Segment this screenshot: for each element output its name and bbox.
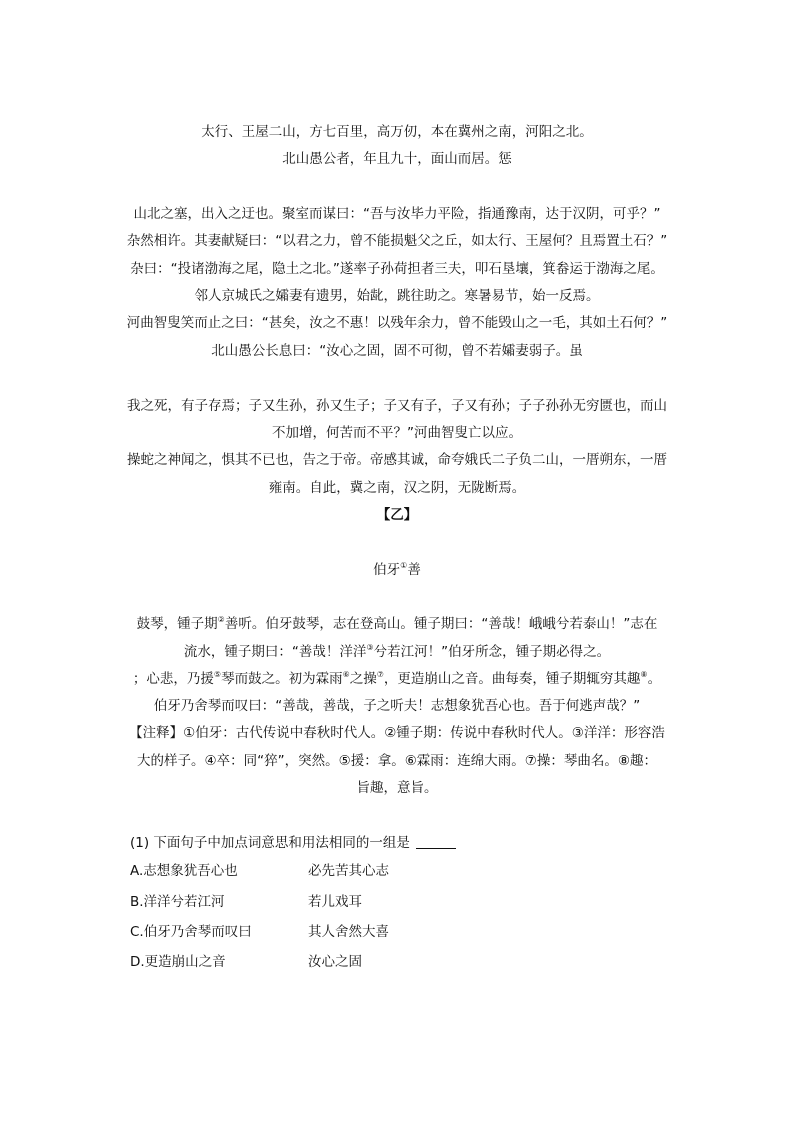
footnote-marker: ⑥ [342,670,350,679]
text-line: 邻人京城氏之孀妻有遗男，始龀，跳往助之。寒暑易节，始一反焉。 [194,288,600,304]
text-line: 伯牙乃舍琴而叹曰：“善哉，善哉，子之听夫！志想象犹吾心也。吾于何逃声哉？” [153,698,641,714]
footnote-marker: ⑦ [376,670,384,679]
text-line: ；心悲，乃援⑤琴而鼓之。初为霖雨⑥之操⑦，更造崩山之音。曲每奏，锺子期辄穷其趣⑧。 [132,670,662,687]
footnote-marker: ② [217,615,225,624]
section-heading: 【乙】 [376,507,418,523]
text-line: 太行、王屋二山，方七百里，高万仞，本在冀州之南，河阳之北。 [201,124,593,140]
document-page: 太行、王屋二山，方七百里，高万仞，本在冀州之南，河阳之北。 北山愚公者，年且九十，面山而居。惩 山北之塞，出入之迂也。聚室而谋曰：“吾与汝毕力平险，指通豫南，达于汉阴，可乎？” 杂然相许。其妻献疑曰：“以君之力，曾不能损魁父之丘，如太行、王屋何？且焉置土石？” 杂曰：“投诸渤海之尾，隐土之北。”遂率子孙荷担者三夫，叩石垦壤，箕畚运于渤海之尾。 邻人京城氏之孀妻有遗男，始龀，跳往助之。寒暑易节，始一反焉。 河曲智叟笑而止之曰：“甚矣，汝之不惠！以残年余力，曾不能毁山之一毛，其如土石何？” 北山愚公长息曰：“汝心之固，固不可彻，曾不若孀妻弱子。虽 我之死，有子存焉；子又生孙，孙又生子；子又有子，子又有孙；子子孙孙无穷匮也，而山 不加增，何苦而不平？”河曲智叟亡以应。 操蛇之神闻之，惧其不已也，告之于帝。帝感其诚，命夸娥氏二子负二山，一厝朔东，一厝 雍南。自此，冀之南，汉之阴，无陇断焉。 【乙】 伯牙①善 鼓琴，锺子期②善听。伯牙鼓琴，志在登高山。锺子期曰：“善哉！峨峨兮若泰山！”志在 流水，锺子期曰：“善哉！洋洋③兮若江河！”伯牙所念，锺子期必得之。 ；心悲，乃援⑤琴而鼓之。初为霖雨⑥之操⑦，更造崩山之音。曲每奏，锺子期辄穷其趣⑧。 伯牙乃舍琴而叹曰：“善哉，善哉，子之听夫！志想象犹吾心也。吾于何逃声哉？” 【注释】①伯牙：古代传说中春秋时代人。②锺子期：传说中春秋时代人。③洋洋：形容浩 大的样子。④卒：同“猝”，突然。⑤援：拿。⑥霖雨：连绵大雨。⑦操：琴曲名。⑧趣： 旨趣，意旨。 (1) 下面句子中加点词意思和用法相同的一组是 A.志想象犹吾心也 必先苦其心志 B.洋洋兮若江河 若儿戏耳 C.伯牙乃舍琴而叹曰 其人舍然大喜 D.更造崩山之音 汝心之固 [0,0,794,1123]
text-line: 北山愚公长息曰：“汝心之固，固不可彻，曾不若孀妻弱子。虽 [211,343,583,359]
passage-title: 伯牙①善 [373,561,421,578]
text-line: 鼓琴，锺子期②善听。伯牙鼓琴，志在登高山。锺子期曰：“善哉！峨峨兮若泰山！”志在 [136,615,658,632]
footnote-marker: ① [400,561,408,570]
text-line: 雍南。自此，冀之南，汉之阴，无陇断焉。 [268,480,526,496]
footnote-marker: ③ [366,643,374,652]
question-stem: (1) 下面句子中加点词意思和用法相同的一组是 [130,833,456,853]
text-line: 操蛇之神闻之，惧其不已也，告之于帝。帝感其诚，命夸娥氏二子负二山，一厝朔东，一厝 [127,452,667,468]
text-line: 杂曰：“投诸渤海之尾，隐土之北。”遂率子孙荷担者三夫，叩石垦壤，箕畚运于渤海之尾。 [130,261,664,277]
notes-line: 大的样子。④卒：同“猝”，突然。⑤援：拿。⑥霖雨：连绵大雨。⑦操：琴曲名。⑧趣： [137,753,657,769]
answer-blank[interactable] [416,834,456,849]
footnote-marker: ⑤ [213,670,222,679]
text-line: 北山愚公者，年且九十，面山而居。惩 [282,151,512,167]
notes-line: 【注释】①伯牙：古代传说中春秋时代人。②锺子期：传说中春秋时代人。③洋洋：形容浩 [129,725,665,741]
footnote-marker: ⑧ [640,670,648,679]
text-line: 流水，锺子期曰：“善哉！洋洋③兮若江河！”伯牙所念，锺子期必得之。 [183,643,611,660]
text-line: 我之死，有子存焉；子又生孙，孙又生子；子又有子，子又有孙；子子孙孙无穷匮也，而山 [127,398,667,414]
text-line: 山北之塞，出入之迂也。聚室而谋曰：“吾与汝毕力平险，指通豫南，达于汉阴，可乎？” [133,206,661,222]
text-line: 杂然相许。其妻献疑曰：“以君之力，曾不能损魁父之丘，如太行、王屋何？且焉置土石？” [126,233,668,249]
text-line: 不加增，何苦而不平？”河曲智叟亡以应。 [272,425,522,441]
notes-line: 旨趣，意旨。 [356,780,438,796]
text-line: 河曲智叟笑而止之曰：“甚矣，汝之不惠！以残年余力，曾不能毁山之一毛，其如土石何？” [126,315,668,331]
